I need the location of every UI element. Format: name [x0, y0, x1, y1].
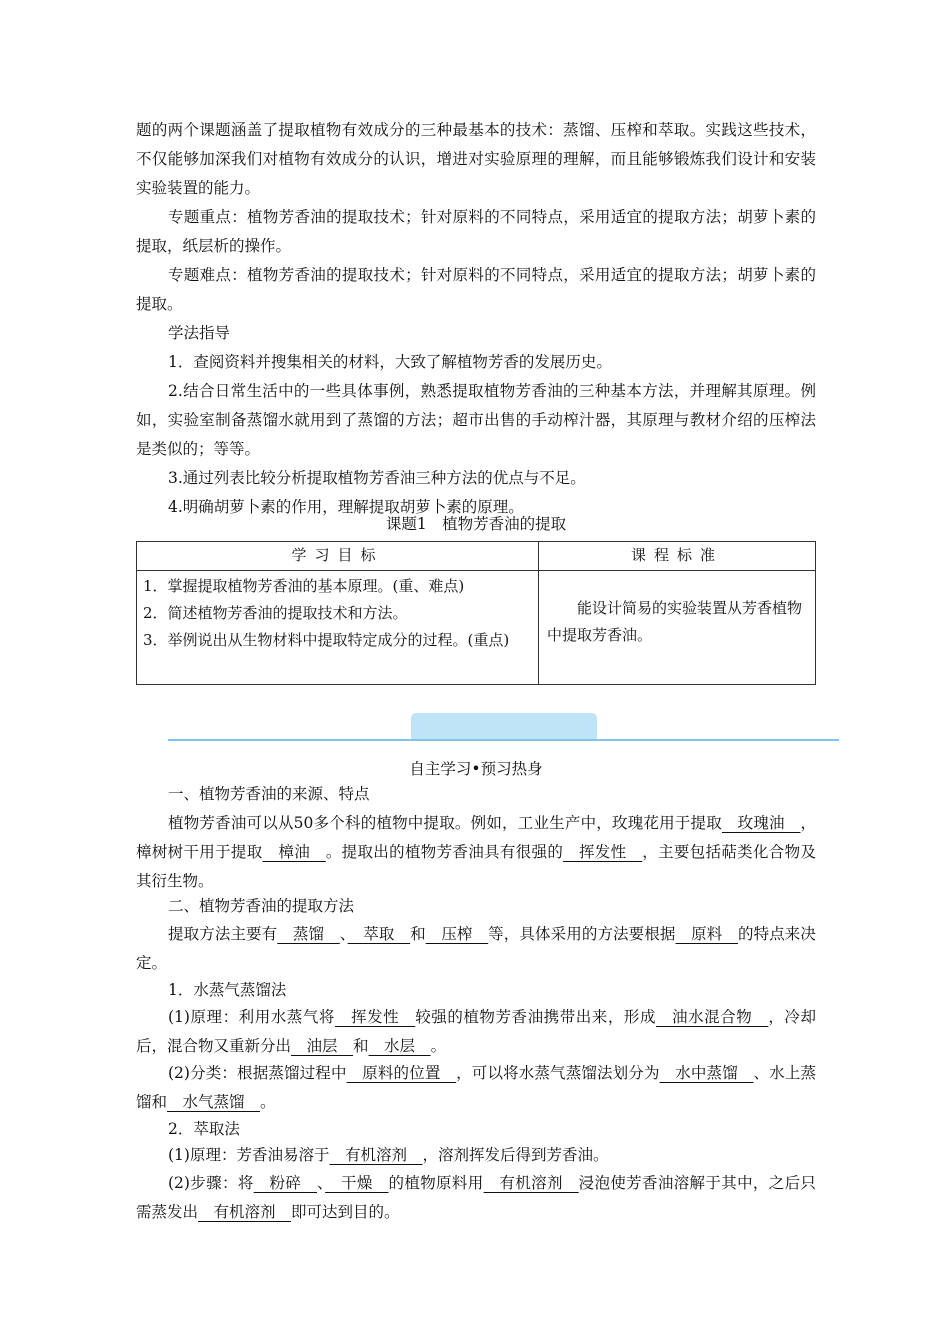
s4-principle: (1)原理：芳香油易溶于 有机溶剂 ，溶剂挥发后得到芳香油。 — [168, 1146, 609, 1164]
blank-answer: 水中蒸馏 — [659, 1064, 754, 1082]
key-points-paragraph: 专题重点：植物芳香油的提取技术；针对原料的不同特点，采用适宜的提取方法；胡萝卜素的提取，纸层析的操作。 — [136, 208, 816, 255]
blank-answer: 玫瑰油 — [721, 814, 801, 832]
guide-item-4: 4.明确胡萝卜素的作用，理解提取胡萝卜素的原理。 — [168, 498, 524, 516]
course-standard-cell — [539, 571, 816, 685]
s4-heading: 2．萃取法 — [168, 1120, 240, 1138]
s1-paragraph: 植物芳香油可以从50多个科的植物中提取。例如，工业生产中，玫瑰花用于提取 玫瑰油 ，樟树树干用于提取 樟油 。提取出的植物芳香油具有很强的 挥发性 ，主要包括萜类化合物及其衍生物。 — [136, 814, 816, 890]
intro-paragraph: 题的两个课题涵盖了提取植物有效成分的三种最基本的技术：蒸馏、压榨和萃取。实践这些技术，不仅能够加深我们对植物有效成分的认识，增进对实验原理的理解，而且能够锻炼我们设计和安装实验装置的能力。 — [136, 121, 816, 197]
s2-paragraph: 提取方法主要有 蒸馏 、 萃取 和 压榨 等，具体采用的方法要根据 原料 的特点来决定。 — [136, 925, 816, 972]
blank-answer: 樟油 — [262, 843, 326, 861]
s3-principle: (1)原理：利用水蒸气将 挥发性 较强的植物芳香油携带出来，形成 油水混合物 ，冷却后，混合物又重新分出 油层 和 水层 。 — [136, 1008, 816, 1055]
learning-goals-header: 学习目标 — [137, 542, 539, 571]
blank-answer: 有机溶剂 — [198, 1203, 292, 1221]
course-standard-text: 能设计简易的实验装置从芳香植物中提取芳香油。 — [547, 599, 803, 644]
course-standard-header: 课程标准 — [539, 542, 816, 571]
blank-answer: 干燥 — [325, 1174, 389, 1192]
guide-item-1: 1．查阅资料并搜集相关的材料，大致了解植物芳香的发展历史。 — [168, 353, 612, 371]
blank-answer: 水气蒸馏 — [167, 1093, 261, 1111]
blank-answer: 蒸馏 — [277, 925, 340, 943]
goal-item: 1．掌握提取植物芳香油的基本原理。(重、难点) — [143, 577, 465, 595]
blank-answer: 有机溶剂 — [483, 1174, 579, 1192]
topic-title: 课题1 植物芳香油的提取 — [385, 515, 567, 533]
s1-heading: 一、植物芳香油的来源、特点 — [168, 785, 370, 803]
blank-answer: 有机溶剂 — [329, 1146, 423, 1164]
section-title: 自主学习•预习热身 — [409, 760, 543, 778]
blank-answer: 粉碎 — [253, 1174, 318, 1192]
guide-item-2: 2.结合日常生活中的一些具体事例，熟悉提取植物芳香油的三种基本方法，并理解其原理。例如，实验室制备蒸馏水就用到了蒸馏的方法；超市出售的手动榨汁器，其原理与教材介绍的压榨法是类似的；等等。 — [136, 382, 816, 458]
difficulties-paragraph: 专题难点：植物芳香油的提取技术；针对原料的不同特点，采用适宜的提取方法；胡萝卜素的提取。 — [136, 266, 816, 313]
guide-item-3: 3.通过列表比较分析提取植物芳香油三种方法的优点与不足。 — [168, 469, 586, 487]
blank-answer: 压榨 — [425, 925, 489, 943]
blank-answer: 原料的位置 — [346, 1064, 457, 1082]
goal-item: 3．举例说出从生物材料中提取特定成分的过程。(重点) — [143, 631, 510, 649]
s4-steps: (2)步骤：将 粉碎 、 干燥 的植物原料用 有机溶剂 浸泡使芳香油溶解于其中，之后只需蒸发出 有机溶剂 即可达到目的。 — [136, 1174, 816, 1221]
blank-answer: 挥发性 — [563, 843, 643, 861]
s3-classification: (2)分类：根据蒸馏过程中 原料的位置 ，可以将水蒸气蒸馏法划分为 水中蒸馏 、水上蒸馏和 水气蒸馏 。 — [136, 1064, 816, 1111]
blank-answer: 挥发性 — [334, 1008, 416, 1026]
blank-answer: 油层 — [291, 1037, 354, 1055]
blank-answer: 萃取 — [347, 925, 411, 943]
goals-table — [136, 541, 816, 685]
learning-goals-cell — [137, 571, 539, 685]
section-banner-tab — [411, 713, 597, 740]
blank-answer: 水层 — [368, 1037, 431, 1055]
section-divider — [168, 739, 839, 741]
blank-answer: 油水混合物 — [656, 1008, 769, 1026]
s2-heading: 二、植物芳香油的提取方法 — [168, 897, 355, 915]
goal-item: 2．简述植物芳香油的提取技术和方法。 — [143, 604, 408, 622]
blank-answer: 原料 — [675, 925, 738, 943]
study-guide-heading: 学法指导 — [168, 324, 231, 342]
s3-heading: 1．水蒸气蒸馏法 — [168, 981, 287, 999]
